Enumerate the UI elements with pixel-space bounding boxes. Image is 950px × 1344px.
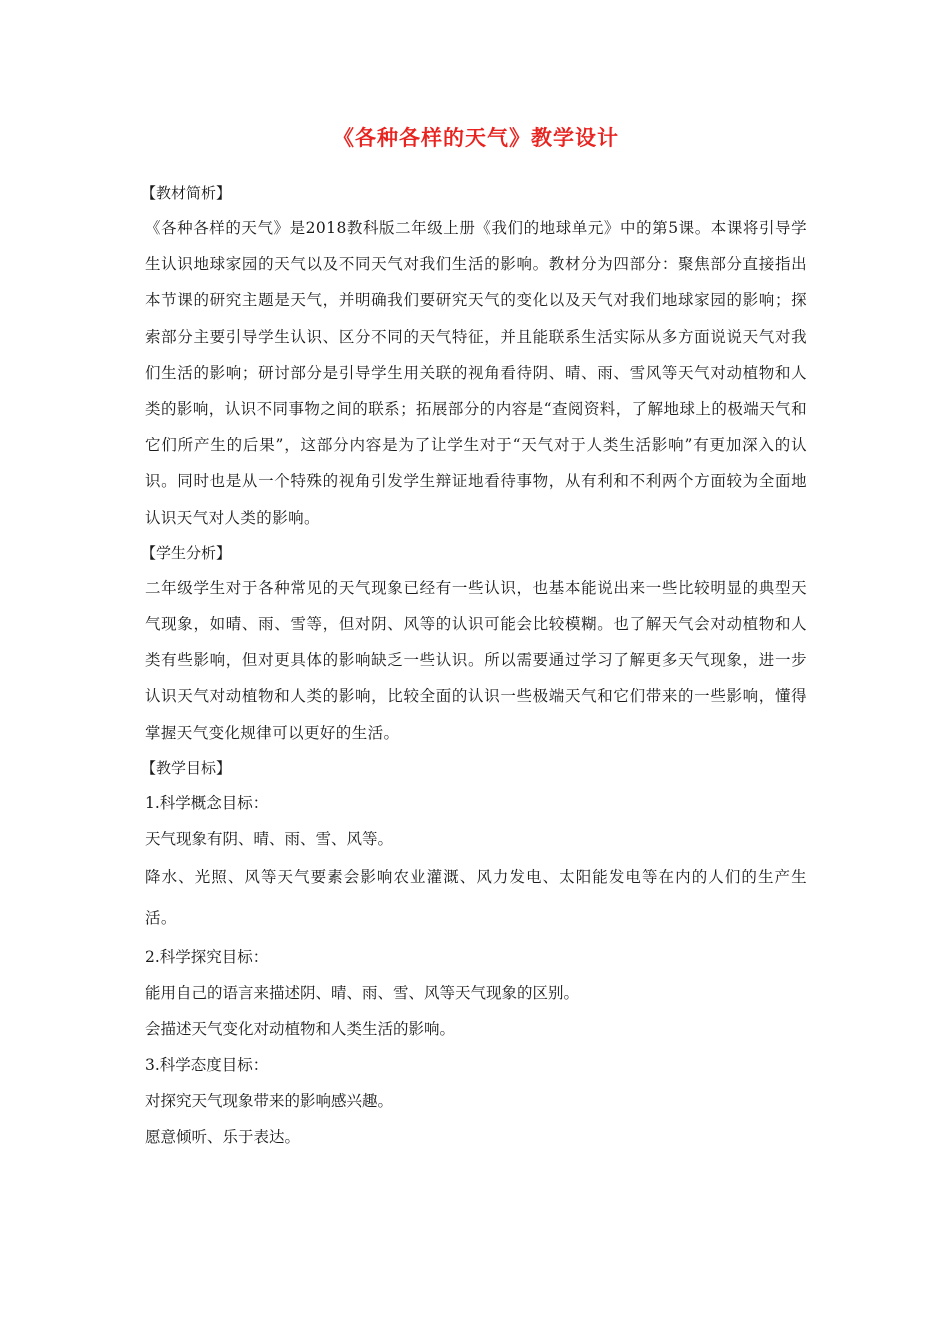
- concept-goal-item: 天气现象有阴、晴、雨、雪、风等。: [145, 829, 394, 848]
- students-paragraph: 二年级学生对于各种常见的天气现象已经有一些认识，也基本能说出来一些比较明显的典型天气现象，如晴、雨、雪等，但对阴、风等的认识可能会比较模糊。也了解天气会对动植物和人类有些影响，但对更具体的影响缺乏一些认识。所以需要通过学习了解更多天气现象，进一步认识天气对动植物和人类的影响，比较全面的认识一些极端天气和它们带来的一些影响，懂得掌握天气变化规律可以更好的生活。: [145, 578, 807, 742]
- inquiry-goal-item: 能用自己的语言来描述阴、晴、雨、雪、风等天气现象的区别。: [145, 983, 580, 1002]
- concept-goal-item: 降水、光照、风等天气要素会影响农业灌溉、风力发电、太阳能发电等在内的人们的生产生活。: [145, 867, 807, 927]
- concept-goal-label: 1.科学概念目标：: [145, 793, 269, 812]
- attitude-goal-item: 对探究天气现象带来的影响感兴趣。: [145, 1091, 394, 1110]
- section-heading-goals: 【教学目标】: [141, 758, 232, 777]
- document-title: 《各种各样的天气》教学设计: [333, 125, 619, 150]
- inquiry-goal-item: 会描述天气变化对动植物和人类生活的影响。: [145, 1019, 456, 1038]
- attitude-goal-item: 愿意倾听、乐于表达。: [145, 1127, 301, 1146]
- inquiry-goal-label: 2.科学探究目标：: [145, 947, 269, 966]
- section-heading-students: 【学生分析】: [141, 543, 232, 562]
- section-heading-materials: 【教材简析】: [141, 184, 232, 202]
- document-page: [141, 118, 807, 1155]
- attitude-goal-label: 3.科学态度目标：: [145, 1055, 269, 1074]
- materials-paragraph: 《各种各样的天气》是2018教科版二年级上册《我们的地球单元》中的第5课。本课将引导学生认识地球家园的天气以及不同天气对我们生活的影响。教材分为四部分：聚焦部分直接指出本节课的研究主题是天气，并明确我们要研究天气的变化以及天气对我们地球家园的影响；探索部分主要引导学生认识、区分不同的天气特征，并且能联系生活实际从多方面说说天气对我们生活的影响；研讨部分是引导学生用关联的视角看待阴、晴、雨、雪风等天气对动植物和人类的影响，认识不同事物之间的联系；拓展部分的内容是“查阅资料，了解地球上的极端天气和它们所产生的后果”，这部分内容是为了让学生对于“天气对于人类生活影响”有更加深入的认识。同时也是从一个特殊的视角引发学生辩证地看待事物，从有利和不利两个方面较为全面地认识天气对人类的影响。: [145, 219, 807, 527]
